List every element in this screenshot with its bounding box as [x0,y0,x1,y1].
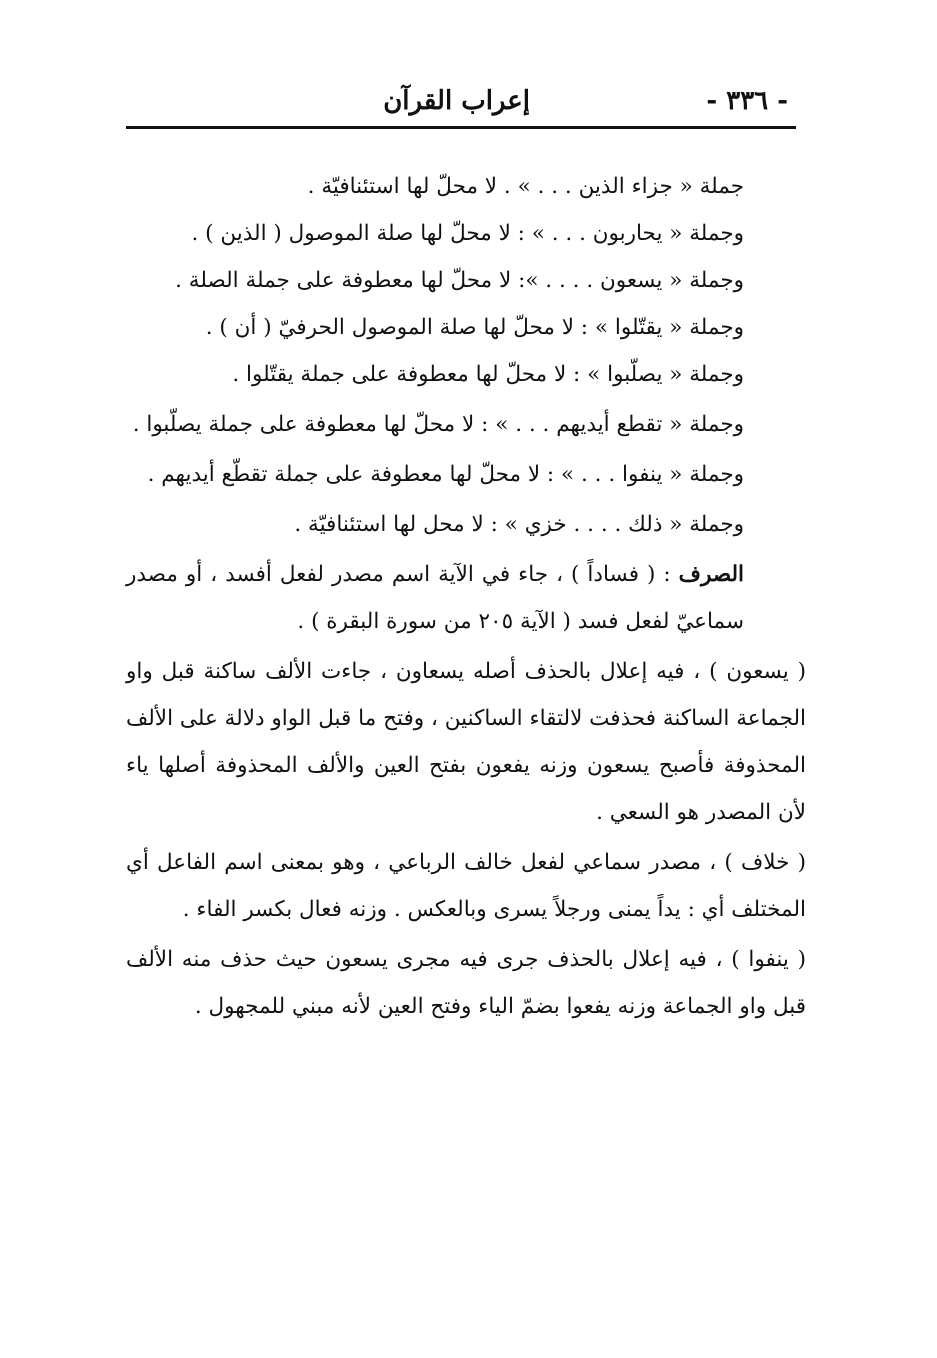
page-body [126,163,806,1030]
sentence-line: وجملة « تقطع أيديهم . . . » : لا محلّ لها معطوفة على جملة يصلّبوا . [132,412,744,437]
morphology-paragraph: ( ينفوا ) ، فيه إعلال بالحذف جرى فيه مجرى يسعون حيث حذف منه الألف قبل واو الجماعة وزنه يفعوا بضمّ الياء وفتح العين لأنه مبني للمجهول . [126,947,806,1019]
page-number: - ٣٣٦ - [706,86,788,116]
sentence-line: جملة « جزاء الذين . . . » . لا محلّ لها استئنافيّة . [307,174,744,199]
sentence-line: وجملة « يحاربون . . . » : لا محلّ لها صلة الموصول ( الذين ) . [191,221,744,246]
sentence-line: وجملة « يسعون . . . . »: لا محلّ لها معطوفة على جملة الصلة . [175,268,744,293]
page-header [128,78,792,124]
sentence-line: وجملة « يقتّلوا » : لا محلّ لها صلة الموصول الحرفيّ ( أن ) . [205,315,744,340]
sarf-text: : ( فساداً ) ، جاء في الآية اسم مصدر لفعل أفسد ، أو مصدر سماعيّ لفعل فسد ( الآية ٢٠٥ من سورة البقرة ) . [126,562,744,634]
morphology-paragraph: ( خلاف ) ، مصدر سماعي لفعل خالف الرباعي ، وهو بمعنى اسم الفاعل أي المختلف أي : يداً يمنى ورجلاً يسرى وبالعكس . وزنه فعال بكسر الفاء . [126,850,806,922]
sentence-line: وجملة « ذلك . . . . خزي » : لا محل لها استئنافيّة . [294,512,744,537]
sentence-line: وجملة « يصلّبوا » : لا محلّ لها معطوفة على جملة يقتّلوا . [232,362,744,387]
sarf-paragraph [126,551,806,645]
sarf-label: الصرف [678,562,744,587]
sentence-line: وجملة « ينفوا . . . » : لا محلّ لها معطوفة على جملة تقطّع أيديهم . [147,462,744,487]
morphology-paragraph: ( يسعون ) ، فيه إعلال بالحذف أصله يسعاون ، جاءت الألف ساكنة قبل واو الجماعة الساكنة فحذفت لالتقاء الساكنين ، وفتح ما قبل الواو دلالة على الألف المحذوفة فأصبح يسعون وزنه يفعون بفتح العين والألف المحذوفة أصلها ياء لأن المصدر هو السعي . [126,659,806,825]
running-title: إعراب القرآن [383,86,530,116]
header-rule [126,126,796,129]
